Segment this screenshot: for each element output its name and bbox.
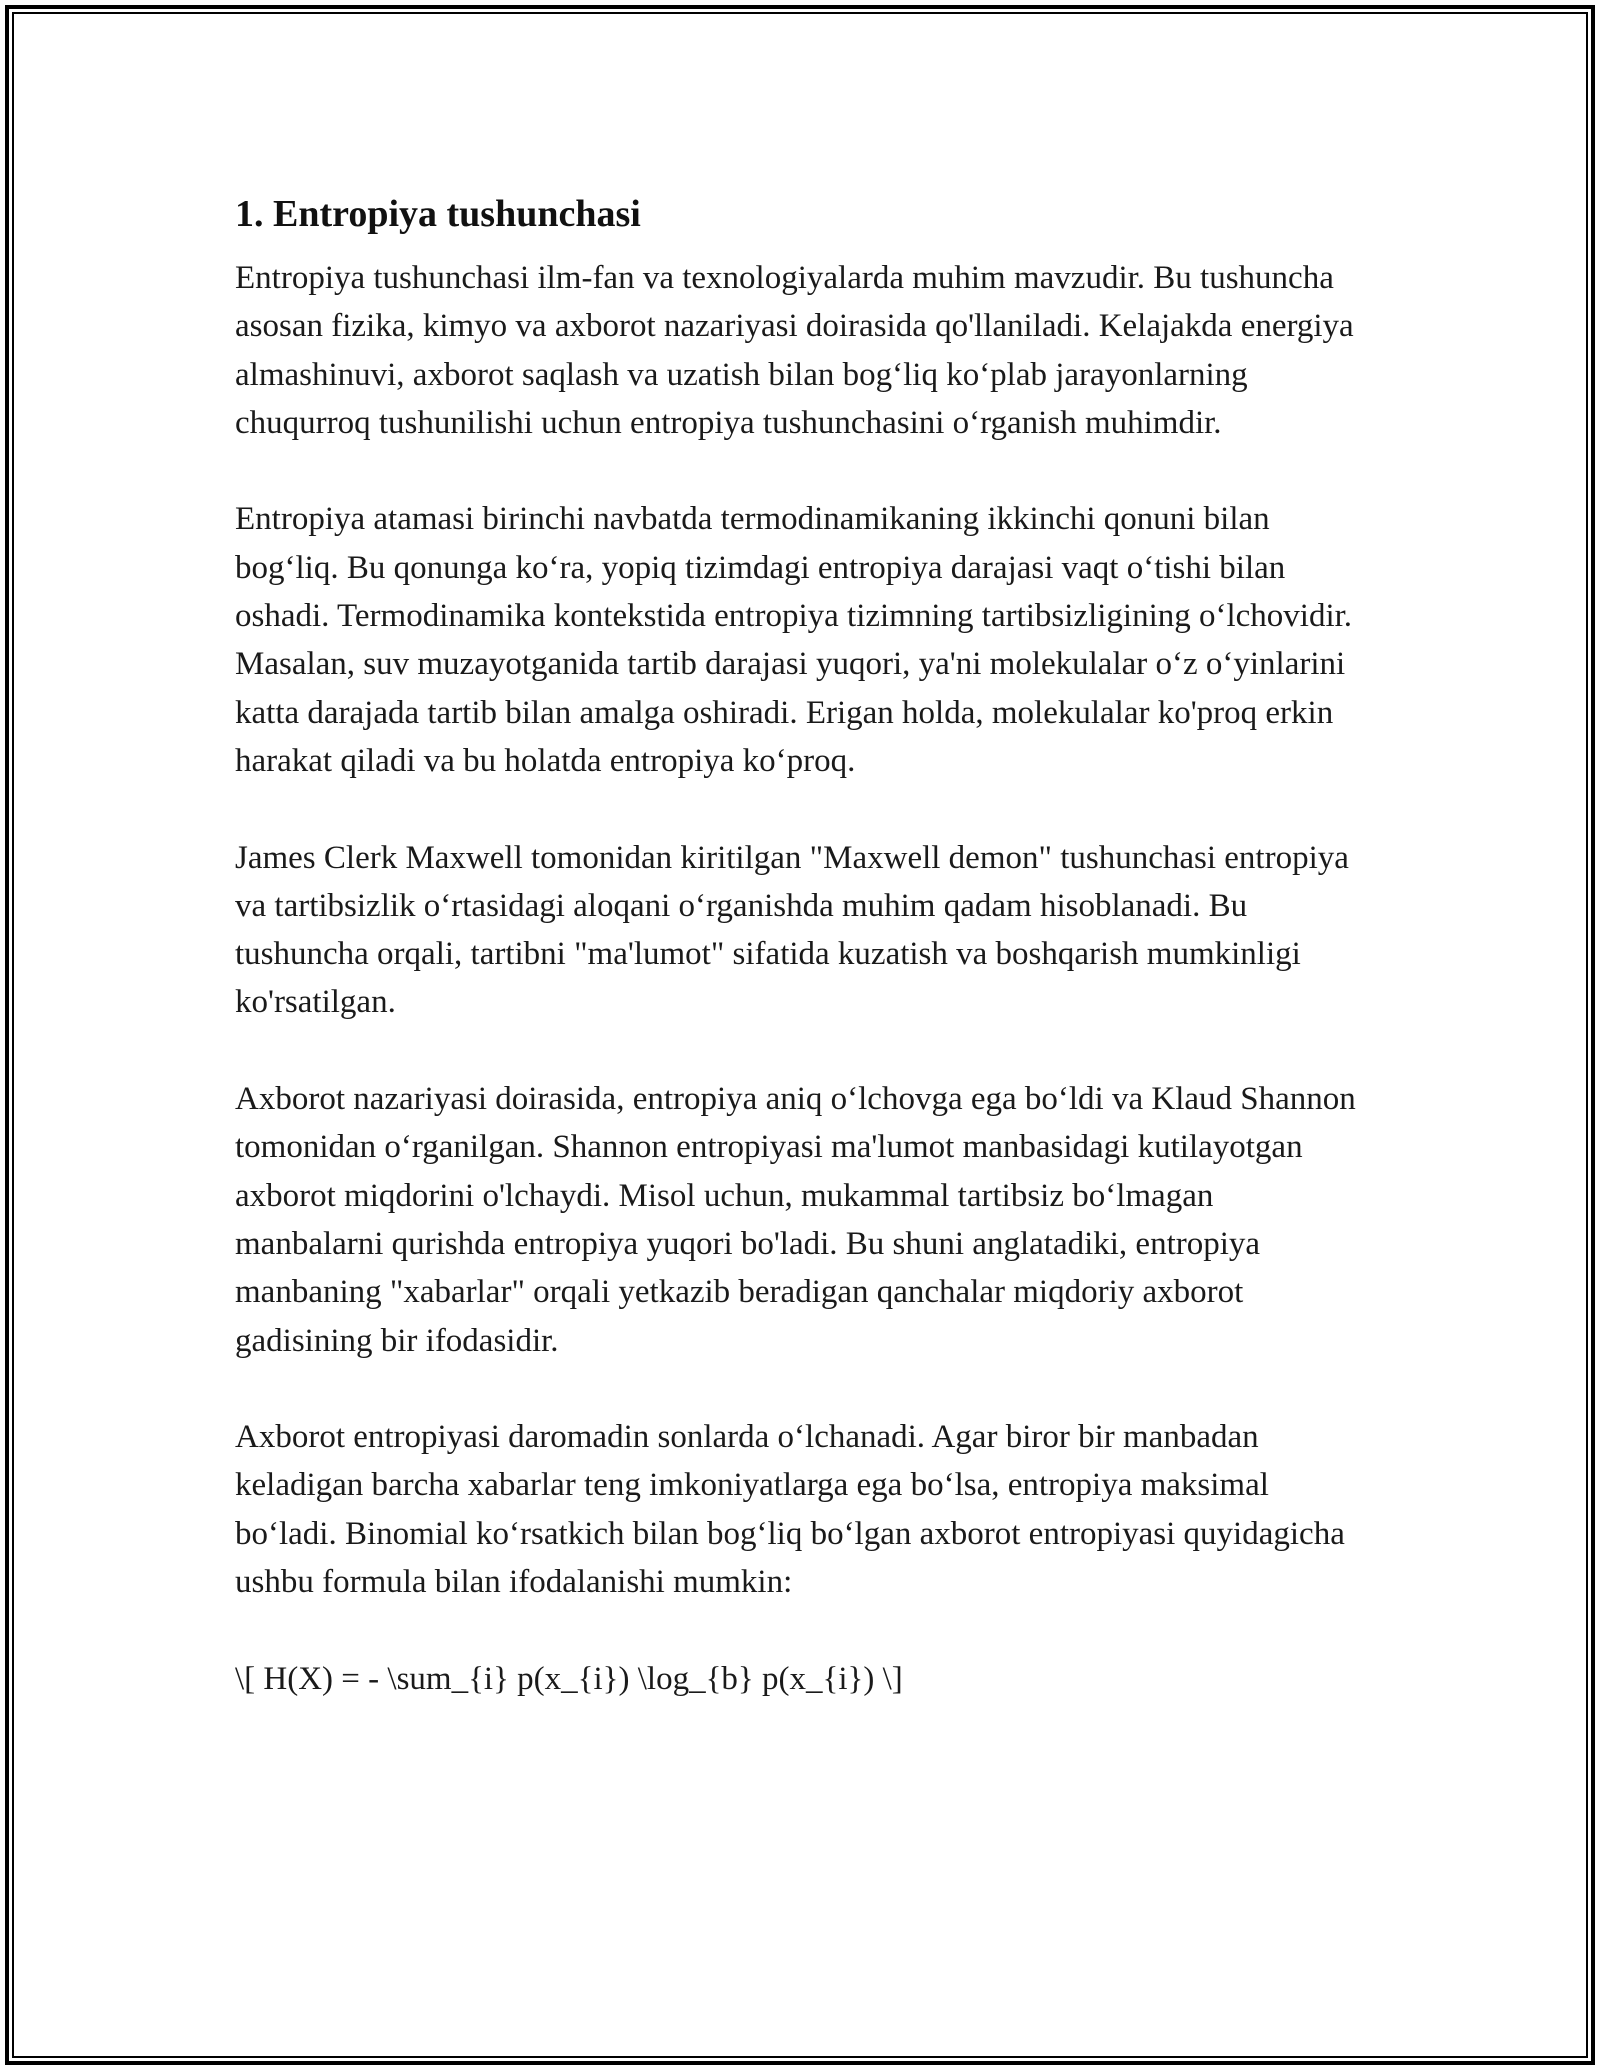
- entropy-formula: \[ H(X) = - \sum_{i} p(x_{i}) \log_{b} p(x_{i}) \]: [235, 1660, 903, 1697]
- paragraph-intro: Entropiya tushunchasi ilm-fan va texnologiyalarda muhim mavzudir. Bu tushuncha asosan fizika, kimyo va axborot nazariyasi doirasida qo'llaniladi. Kelajakda energiya almashinuvi, axborot saqlash va uzatish bilan bog‘liq ko‘plab jarayonlarning chuqurroq tushunilishi uchun entropiya tushunchasini o‘rganish muhimdir.: [235, 260, 1354, 441]
- paragraph-shannon: Axborot nazariyasi doirasida, entropiya aniq o‘lchovga ega bo‘ldi va Klaud Shannon tomonidan o‘rganilgan. Shannon entropiyasi ma'lumot manbasidagi kutilayotgan axborot miqdorini o'lchaydi. Misol uchun, mukammal tartibsiz bo‘lmagan manbalarni qurishda entropiya yuqori bo'ladi. Bu shuni anglatadiki, entropiya manbaning "xabarlar" orqali yetkazib beradigan qanchalar miqdoriy axborot gadisining bir ifodasidir.: [235, 1081, 1356, 1359]
- section-heading: 1. Entropiya tushunchasi: [235, 193, 641, 235]
- paragraph-maxwell-demon: James Clerk Maxwell tomonidan kiritilgan "Maxwell demon" tushunchasi entropiya va tartibsizlik o‘rtasidagi aloqani o‘rganishda muhim qadam hisoblanadi. Bu tushuncha orqali, tartibni "ma'lumot" sifatida kuzatish va boshqarish mumkinligi ko'rsatilgan.: [235, 839, 1349, 1021]
- paragraph-thermodynamics: Entropiya atamasi birinchi navbatda termodinamikaning ikkinchi qonuni bilan bog‘liq. Bu qonunga ko‘ra, yopiq tizimdagi entropiya darajasi vaqt o‘tishi bilan oshadi. Termodinamika kontekstida entropiya tizimning tartibsizligining o‘lchovidir. Masalan, suv muzayotganida tartib darajasi yuqori, ya'ni molekulalar o‘z o‘yinlarini katta darajada tartib bilan amalga oshiradi. Erigan holda, molekulalar ko'proq erkin harakat qiladi va bu holatda entropiya ko‘proq.: [235, 501, 1353, 779]
- document-body: [235, 186, 1365, 1703]
- paragraph-information-entropy: Axborot entropiyasi daromadin sonlarda o‘lchanadi. Agar biror bir manbadan keladigan barcha xabarlar teng imkoniyatlarga ega bo‘lsa, entropiya maksimal bo‘ladi. Binomial ko‘rsatkich bilan bog‘liq bo‘lgan axborot entropiyasi quyidagicha ushbu formula bilan ifodalanishi mumkin:: [235, 1419, 1345, 1601]
